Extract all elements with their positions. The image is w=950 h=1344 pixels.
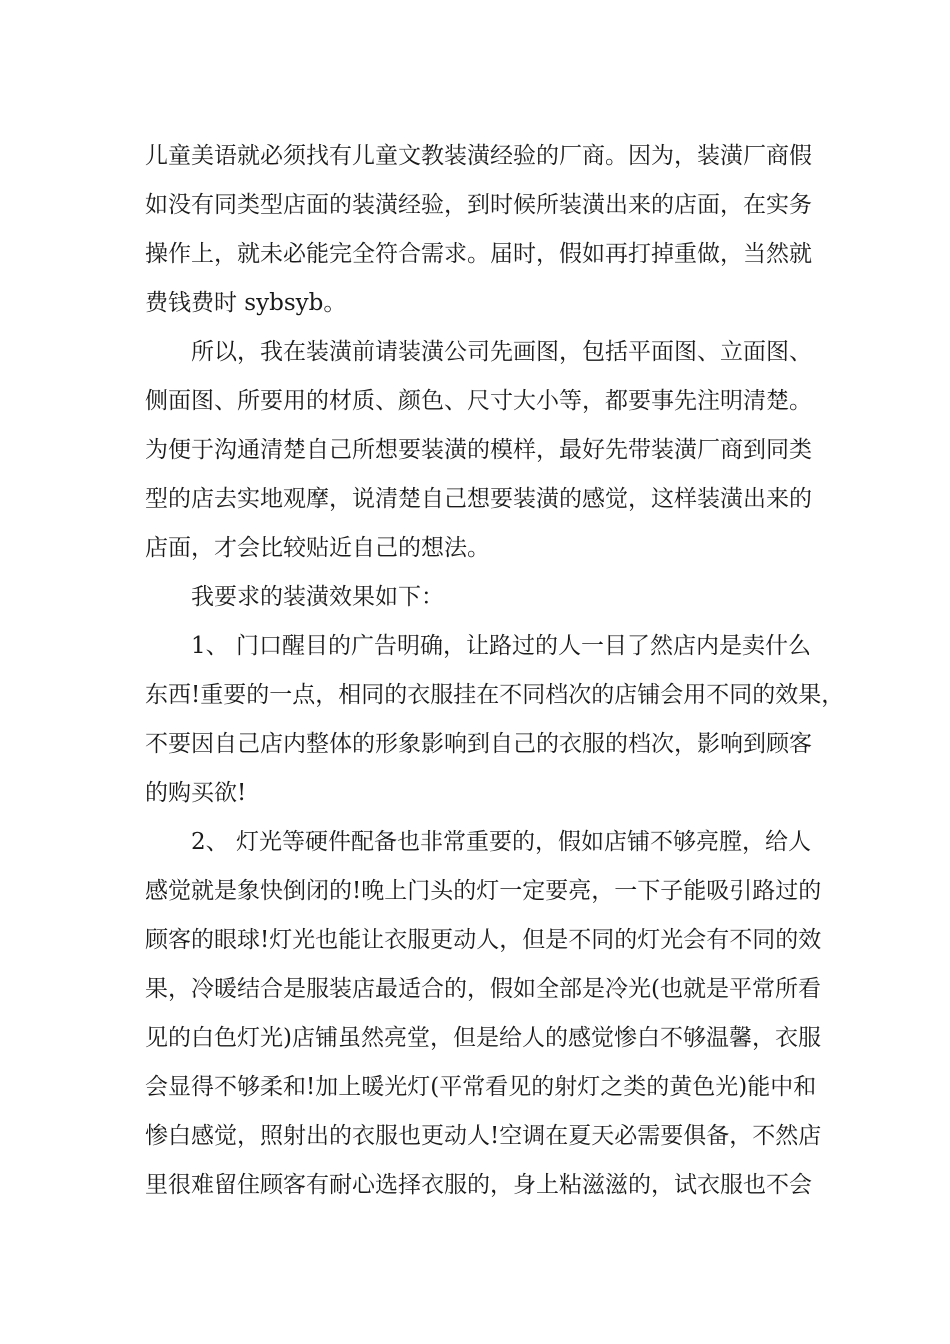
paragraph-2-line-2: 侧面图、所要用的材质、颜色、尺寸大小等，都要事先注明清楚。: [145, 388, 812, 414]
paragraph-1-line-3: 操作上，就未必能完全符合需求。届时，假如再打掉重做，当然就: [145, 241, 812, 267]
paragraph-1-line-1: 儿童美语就必须找有儿童文教装潢经验的厂商。因为，装潢厂商假: [145, 143, 812, 169]
paragraph-4-line-2: 东西!重要的一点，相同的衣服挂在不同档次的店铺会用不同的效果，: [145, 682, 845, 708]
paragraph-2-line-1: 所以，我在装潢前请装潢公司先画图，包括平面图、立面图、: [191, 339, 812, 365]
paragraph-5-line-3: 顾客的眼球!灯光也能让衣服更动人，但是不同的灯光会有不同的效: [145, 927, 822, 953]
paragraph-3-line-1: 我要求的装潢效果如下：: [191, 584, 444, 610]
paragraph-5-line-8: 里很难留住顾客有耐心选择衣服的，身上粘滋滋的，试衣服也不会: [145, 1172, 812, 1198]
paragraph-5-line-2: 感觉就是象快倒闭的!晚上门头的灯一定要亮，一下子能吸引路过的: [145, 878, 822, 904]
paragraph-5-line-1: 2、 灯光等硬件配备也非常重要的，假如店铺不够亮膛，给人: [191, 829, 811, 855]
paragraph-4-line-3: 不要因自己店内整体的形象影响到自己的衣服的档次，影响到顾客: [145, 731, 812, 757]
paragraph-1-line-2: 如没有同类型店面的装潢经验，到时候所装潢出来的店面，在实务: [145, 192, 812, 218]
body-text: [145, 132, 845, 1210]
paragraph-5-line-6: 会显得不够柔和!加上暖光灯(平常看见的射灯之类的黄色光)能中和: [145, 1074, 817, 1100]
paragraph-5-line-7: 惨白感觉，照射出的衣服也更动人!空调在夏天必需要俱备，不然店: [145, 1123, 822, 1149]
paragraph-4-line-1: 1、 门口醒目的广告明确，让路过的人一目了然店内是卖什么: [191, 633, 811, 659]
paragraph-4-line-4: 的购买欲!: [145, 780, 247, 806]
paragraph-5-line-5: 见的白色灯光)店铺虽然亮堂，但是给人的感觉惨白不够温馨，衣服: [145, 1025, 821, 1051]
paragraph-2-line-5: 店面，才会比较贴近自己的想法。: [145, 535, 490, 561]
paragraph-1-line-4: 费钱费时 sybsyb。: [145, 290, 347, 316]
paragraph-2-line-3: 为便于沟通清楚自己所想要装潢的模样，最好先带装潢厂商到同类: [145, 437, 812, 463]
paragraph-2-line-4: 型的店去实地观摩，说清楚自己想要装潢的感觉，这样装潢出来的: [145, 486, 812, 512]
paragraph-5-line-4: 果，冷暖结合是服装店最适合的，假如全部是冷光(也就是平常所看: [145, 976, 821, 1002]
